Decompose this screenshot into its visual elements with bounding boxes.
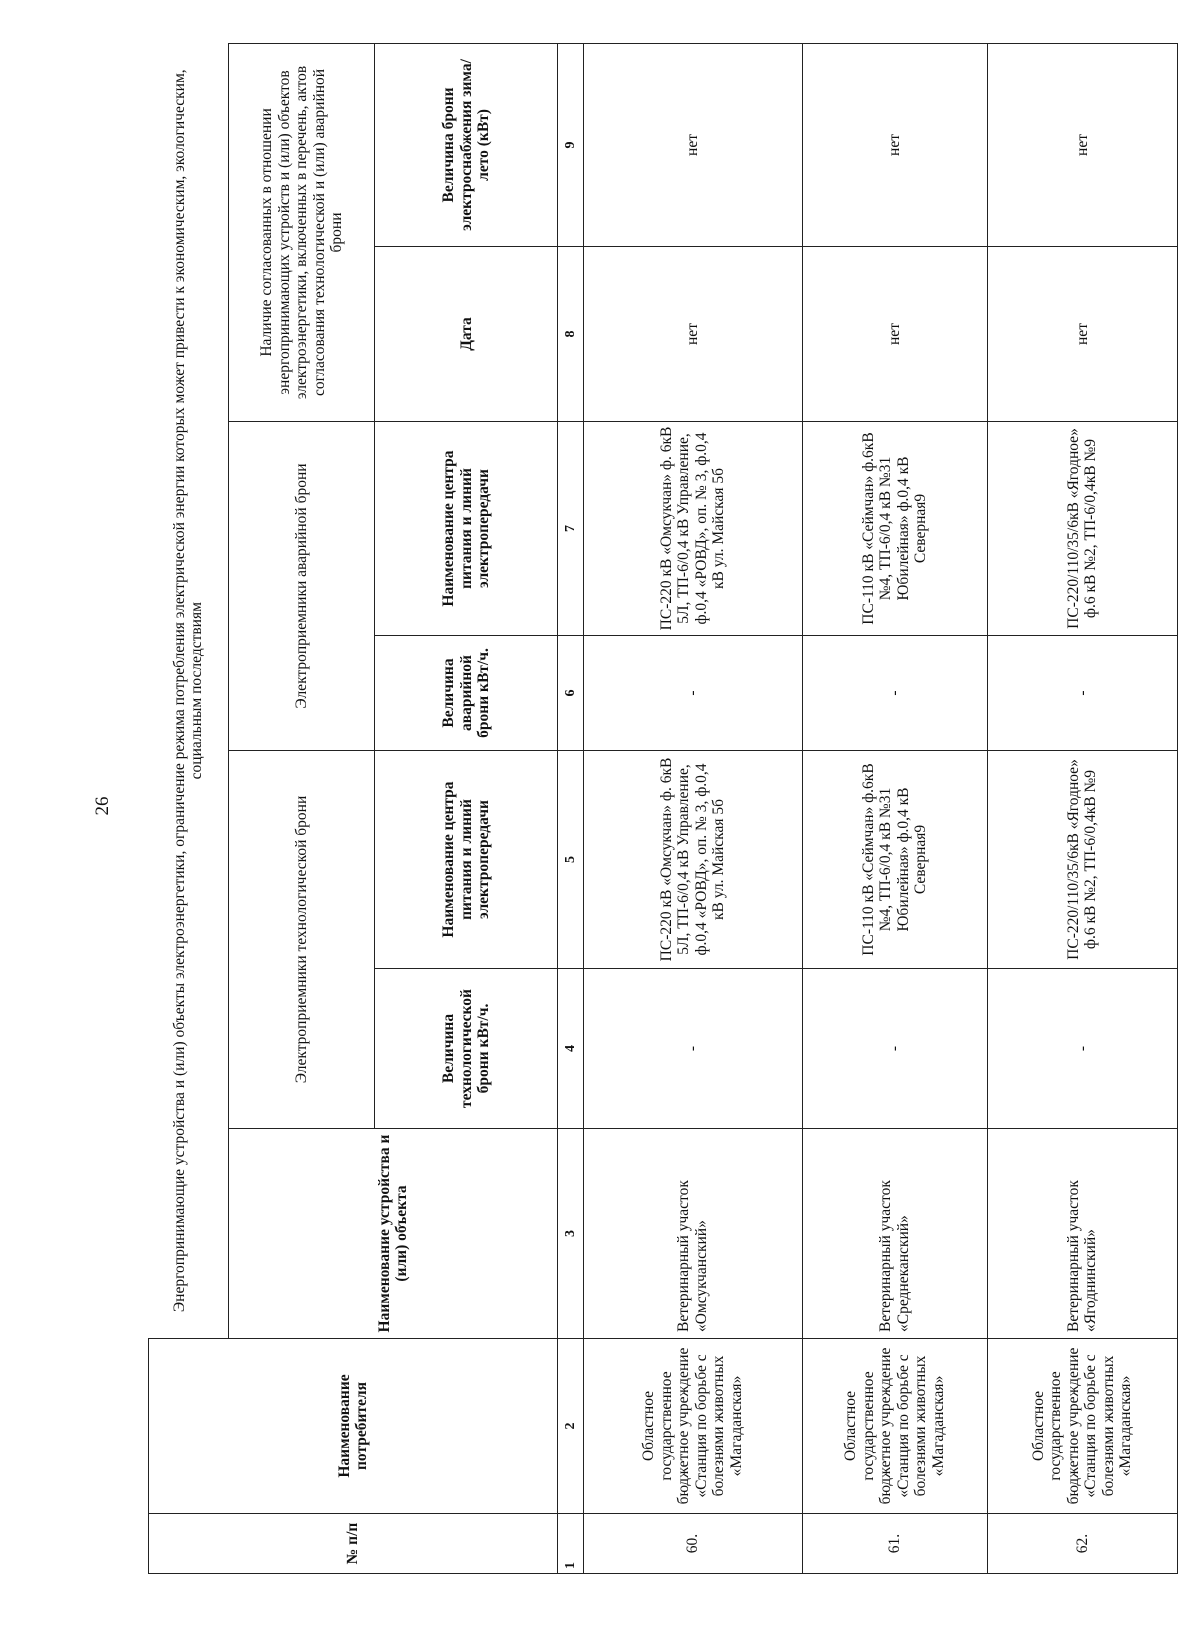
row-consumer: Областное государственное бюджетное учреждение «Станция по борьбе с болезнями животных «Магаданская» xyxy=(583,1339,802,1514)
row-date: нет xyxy=(802,247,987,422)
header-num: № п/п xyxy=(149,1514,558,1574)
header-group-title: Энергопринимающие устройства и (или) объекты электроэнергетики, ограничение режима потребления электрической энергии которых может привести к экономическим, экологическим, социальным последствиям xyxy=(149,43,229,1338)
header-emerg-feed: Наименование центра питания и линий электропередачи xyxy=(375,422,558,636)
column-number: 8 xyxy=(558,247,584,422)
row-consumer: Областное государственное бюджетное учреждение «Станция по борьбе с болезнями животных «Магаданская» xyxy=(987,1339,1177,1514)
column-number: 5 xyxy=(558,751,584,969)
table-row xyxy=(987,43,1177,1573)
header-emerg-value: Величина аварийной брони кВт/ч. xyxy=(375,636,558,751)
row-tech-value: - xyxy=(583,969,802,1129)
row-tech-feed: ПС-220/110/35/6кВ «Ягодное» ф.6 кВ №2, ТП-6/0,4кВ №9 xyxy=(987,751,1177,969)
row-num: 60. xyxy=(583,1514,802,1574)
row-tech-feed: ПС-220 кВ «Омсукчан» ф. 6кВ 5Л, ТП-6/0,4 кВ Управление, ф.0,4 «РОВД», оп. № 3, ф.0,4 кВ ул. Майская 5б xyxy=(583,751,802,969)
header-consumer: Наименование потребителя xyxy=(149,1339,558,1514)
row-date: нет xyxy=(987,247,1177,422)
table-row xyxy=(583,43,802,1573)
row-tech-value: - xyxy=(987,969,1177,1129)
header-reserve: Величина брони электроснабжения зима/лето (кВт) xyxy=(375,43,558,246)
row-num: 61. xyxy=(802,1514,987,1574)
row-emerg-value: - xyxy=(583,636,802,751)
header-tech-feed: Наименование центра питания и линий электропередачи xyxy=(375,751,558,969)
row-consumer: Областное государственное бюджетное учреждение «Станция по борьбе с болезнями животных «Магаданская» xyxy=(802,1339,987,1514)
row-reserve: нет xyxy=(802,43,987,246)
header-tech-value: Величина технологической брони кВт/ч. xyxy=(375,969,558,1129)
row-emerg-value: - xyxy=(802,636,987,751)
row-num: 62. xyxy=(987,1514,1177,1574)
header-emerg-group: Электроприемники аварийной брони xyxy=(229,422,375,751)
row-emerg-feed: ПС-110 кВ «Сеймчан» ф.6кВ №4, ТП-6/0,4 кВ №31 Юбилейная» ф.0,4 кВ Северная9 xyxy=(802,422,987,636)
column-number: 2 xyxy=(558,1339,584,1514)
header-tech-group: Электроприемники технологической брони xyxy=(229,751,375,1129)
row-reserve: нет xyxy=(987,43,1177,246)
column-number: 3 xyxy=(558,1129,584,1339)
column-number: 1 xyxy=(558,1514,584,1574)
header-object: Наименование устройства и (или) объекта xyxy=(229,1129,558,1339)
energy-reserve-table xyxy=(148,43,1178,1574)
rotated-page-content xyxy=(148,44,1178,1574)
row-object: Ветеринарный участок «Омсукчанский» xyxy=(583,1129,802,1339)
row-tech-value: - xyxy=(802,969,987,1129)
column-number: 6 xyxy=(558,636,584,751)
column-number-row xyxy=(558,43,584,1573)
row-tech-feed: ПС-110 кВ «Сеймчан» ф.6кВ №4, ТП-6/0,4 кВ №31 Юбилейная» ф.0,4 кВ Северная9 xyxy=(802,751,987,969)
row-emerg-feed: ПС-220/110/35/6кВ «Ягодное» ф.6 кВ №2, ТП-6/0,4кВ №9 xyxy=(987,422,1177,636)
row-object: Ветеринарный участок «Ягоднинский» xyxy=(987,1129,1177,1339)
header-agreed-group: Наличие согласованных в отношении энергопринимающих устройств и (или) объектов электроэнергетики, включенных в перечень, актов согласования технологической и (или) аварийной брони xyxy=(229,43,375,421)
page-number: 26 xyxy=(92,796,113,816)
column-number: 7 xyxy=(558,422,584,636)
header-date: Дата xyxy=(375,247,558,422)
row-date: нет xyxy=(583,247,802,422)
column-number: 4 xyxy=(558,969,584,1129)
row-object: Ветеринарный участок «Среднеканский» xyxy=(802,1129,987,1339)
row-emerg-value: - xyxy=(987,636,1177,751)
column-number: 9 xyxy=(558,43,584,246)
row-reserve: нет xyxy=(583,43,802,246)
table-row xyxy=(802,43,987,1573)
row-emerg-feed: ПС-220 кВ «Омсукчан» ф. 6кВ 5Л, ТП-6/0,4 кВ Управление, ф.0,4 «РОВД», оп. № 3, ф.0,4 кВ ул. Майская 5б xyxy=(583,422,802,636)
